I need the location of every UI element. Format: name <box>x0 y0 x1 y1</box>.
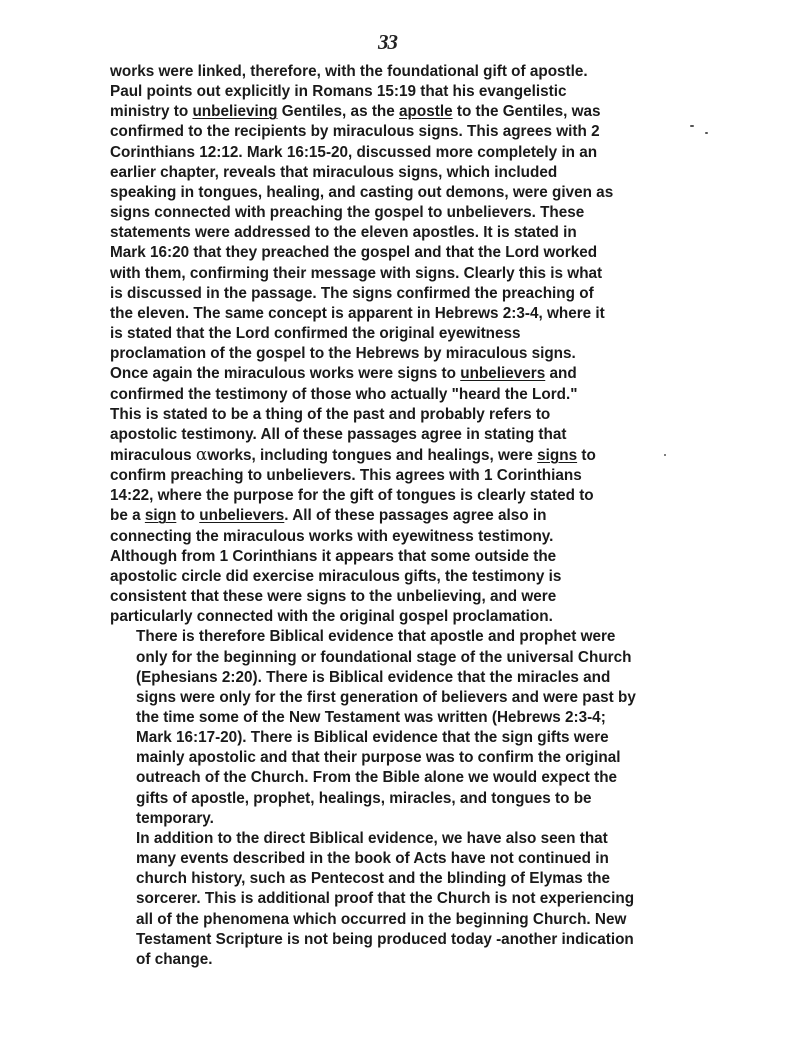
text-line <box>110 264 678 284</box>
text-line <box>110 950 678 970</box>
text-line <box>110 82 678 102</box>
text-line <box>110 809 678 829</box>
text-line <box>110 688 678 708</box>
text-line <box>110 223 678 243</box>
alpha-symbol: α <box>195 444 208 465</box>
text-segment: to the Gentiles, was <box>452 103 601 121</box>
text-line <box>110 768 678 788</box>
text-segment: works, including tongues and healings, were <box>207 446 538 464</box>
text-segment: This is stated to be a thing of the past and probably refers to <box>110 405 551 423</box>
text-line <box>110 486 678 506</box>
text-line <box>110 930 678 950</box>
text-segment: speaking in tongues, healing, and casting out demons, were given as <box>110 183 614 201</box>
text-line <box>110 708 678 728</box>
scan-artifact-mark <box>690 125 694 127</box>
text-segment: signs connected with preaching the gospel to unbelievers. These <box>110 204 585 222</box>
paragraph <box>110 627 678 829</box>
text-segment: outreach of the Church. From the Bible alone we would expect the <box>136 769 618 787</box>
text-segment: Mark 16:17-20). There is Biblical evidence that the sign gifts were <box>136 729 609 747</box>
text-line <box>110 607 678 627</box>
text-segment: Although from 1 Corinthians it appears that some outside the <box>110 547 557 565</box>
text-segment: ministry to <box>110 103 193 121</box>
text-segment: particularly connected with the original gospel proclamation. <box>110 608 553 626</box>
text-segment: Testament Scripture is not being produced today -another indication <box>136 930 634 948</box>
text-line <box>110 143 678 163</box>
text-segment: consistent that these were signs to the unbelieving, and were <box>110 588 557 606</box>
text-line <box>110 304 678 324</box>
text-segment: sorcerer. This is additional proof that the Church is not experiencing <box>136 890 635 908</box>
text-line <box>110 163 678 183</box>
text-segment: only for the beginning or foundational stage of the universal Church <box>136 648 632 666</box>
text-segment: miraculous <box>110 446 196 464</box>
text-line <box>110 284 678 304</box>
text-segment: Paul points out explicitly in Romans 15:19 that his evangelistic <box>110 83 567 101</box>
text-line <box>110 425 678 445</box>
text-line <box>110 102 678 122</box>
text-line <box>110 567 678 587</box>
underlined-word: unbelievers <box>460 365 546 383</box>
text-segment: confirmed to the recipients by miraculous signs. This agrees with 2 <box>110 123 600 141</box>
text-line <box>110 728 678 748</box>
text-segment: is discussed in the passage. The signs confirmed the preaching of <box>110 284 594 302</box>
text-segment: earlier chapter, reveals that miraculous signs, which included <box>110 163 558 181</box>
text-segment: (Ephesians 2:20). There is Biblical evidence that the miracles and <box>136 668 611 686</box>
text-segment: the time some of the New Testament was written (Hebrews 2:3-4; <box>136 709 606 726</box>
text-line <box>110 364 678 384</box>
scan-artifact-mark <box>705 132 708 134</box>
text-line <box>110 122 678 142</box>
text-segment: apostolic testimony. All of these passages agree in stating that <box>110 425 567 443</box>
text-segment: signs were only for the first generation of believers and were past by <box>136 688 636 706</box>
text-line <box>110 344 678 364</box>
text-segment: Once again the miraculous works were signs to <box>110 365 461 383</box>
text-line <box>110 445 678 466</box>
text-segment: proclamation of the gospel to the Hebrews by miraculous signs. <box>110 345 576 363</box>
text-line <box>110 203 678 223</box>
text-segment: works were linked, therefore, with the foundational gift of apostle. <box>110 63 588 80</box>
text-segment: to <box>577 446 596 464</box>
text-line <box>110 587 678 607</box>
text-segment: 14:22, where the purpose for the gift of tongues is clearly stated to <box>110 487 594 505</box>
text-line <box>110 466 678 486</box>
text-segment: of change. <box>136 950 213 968</box>
text-segment: mainly apostolic and that their purpose was to confirm the original <box>136 749 621 767</box>
underlined-word: signs <box>537 446 578 464</box>
body-text <box>110 62 678 970</box>
text-line <box>110 668 678 688</box>
text-segment: apostolic circle did exercise miraculous gifts, the testimony is <box>110 567 562 585</box>
text-line <box>110 243 678 263</box>
text-segment: temporary. <box>136 809 214 827</box>
text-line <box>110 910 678 930</box>
text-line <box>110 385 678 405</box>
text-line <box>110 627 678 647</box>
text-segment: many events described in the book of Acts have not continued in <box>136 850 609 868</box>
text-segment: church history, such as Pentecost and the blinding of Elymas the <box>136 870 611 888</box>
text-segment: confirmed the testimony of those who actually "heard the Lord." <box>110 385 578 403</box>
text-line <box>110 324 678 344</box>
text-segment: gifts of apostle, prophet, healings, miracles, and tongues to be <box>136 789 592 807</box>
underlined-word: unbelievers <box>199 507 285 525</box>
text-segment: all of the phenomena which occurred in the beginning Church. New <box>136 910 627 928</box>
scan-artifact-mark <box>664 454 666 456</box>
text-line <box>110 506 678 526</box>
underlined-word: apostle <box>399 103 453 121</box>
underlined-word: unbelieving <box>192 103 278 121</box>
paragraph <box>110 62 678 627</box>
text-segment: connecting the miraculous works with eyewitness testimony. <box>110 527 554 545</box>
text-segment: In addition to the direct Biblical evidence, we have also seen that <box>136 829 608 847</box>
text-line <box>110 183 678 203</box>
text-line <box>110 62 678 82</box>
text-segment: Corinthians 12:12. Mark 16:15-20, discussed more completely in an <box>110 143 598 161</box>
text-line <box>110 869 678 889</box>
text-segment: be a <box>110 507 145 525</box>
text-segment: the eleven. The same concept is apparent in Hebrews 2:3-4, where it <box>110 304 605 322</box>
text-segment: . All of these passages agree also in <box>284 507 547 525</box>
text-line <box>110 547 678 567</box>
text-segment: and <box>545 365 577 383</box>
text-line <box>110 789 678 809</box>
text-segment: with them, confirming their message with signs. Clearly this is what <box>110 264 603 282</box>
text-segment: confirm preaching to unbelievers. This agrees with 1 Corinthians <box>110 467 582 485</box>
text-segment: Mark 16:20 that they preached the gospel and that the Lord worked <box>110 244 598 262</box>
text-line <box>110 648 678 668</box>
text-segment: There is therefore Biblical evidence that apostle and prophet were <box>136 628 616 646</box>
text-line <box>110 829 678 849</box>
text-segment: to <box>176 507 200 525</box>
text-segment: Gentiles, as the <box>277 103 400 121</box>
underlined-word: sign <box>144 507 177 525</box>
text-line <box>110 527 678 547</box>
paragraph <box>110 829 678 970</box>
text-segment: statements were addressed to the eleven apostles. It is stated in <box>110 224 577 242</box>
text-line <box>110 748 678 768</box>
text-line <box>110 405 678 425</box>
text-line <box>110 889 678 909</box>
page-number: 33 <box>378 30 397 54</box>
text-segment: is stated that the Lord confirmed the original eyewitness <box>110 325 521 343</box>
text-line <box>110 849 678 869</box>
